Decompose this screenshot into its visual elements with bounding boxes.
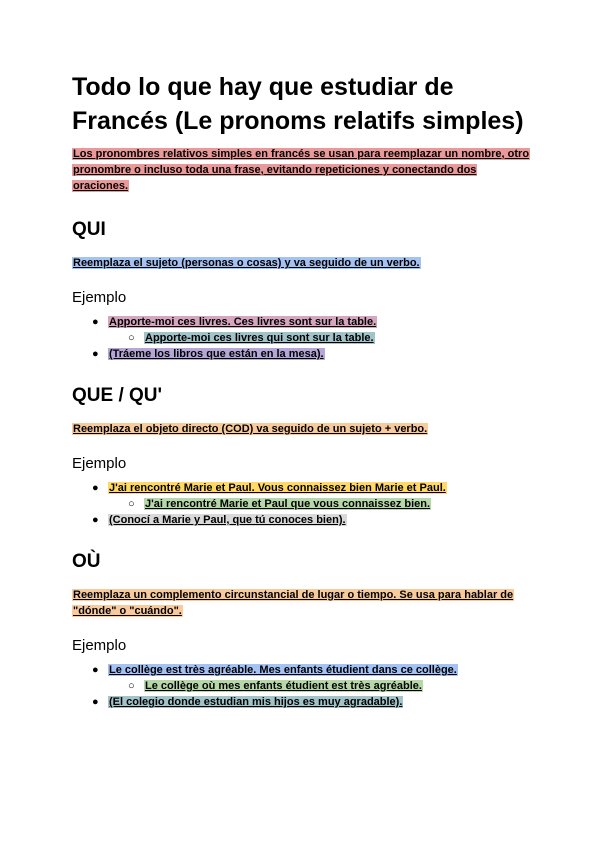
section-heading-ou: OÙ (72, 551, 101, 572)
hollow-bullet-icon: ○ (128, 332, 135, 344)
page-title: Todo lo que hay que estudiar de Francés (Le pronoms relatifs simples) (72, 73, 524, 135)
document-page (72, 70, 532, 710)
section-description-qui: Reemplaza el sujeto (personas o cosas) y va seguido de un verbo. (73, 257, 420, 269)
section-description-ou: Reemplaza un complemento circunstancial de lugar o tiempo. Se usa para hablar de "dónde" o "cuándo". (73, 589, 514, 617)
list-item: ● Le collège est très agréable. Mes enfants étudient dans ce collège. (92, 664, 457, 676)
list-item: ● (Tráeme los libros que están en la mesa). (92, 348, 324, 360)
example-heading-que: Ejemplo (72, 455, 127, 472)
section-heading-que: QUE / QU' (72, 385, 163, 406)
section-description-que: Reemplaza el objeto directo (COD) va seguido de un sujeto + verbo. (73, 423, 428, 435)
intro-paragraph (72, 146, 532, 194)
list-item: ● (Conocí a Marie y Paul, que tú conoces bien). (92, 514, 346, 526)
bullet-icon: ● (92, 664, 99, 676)
example-list-que (72, 480, 532, 528)
list-item: ○ Le collège où mes enfants étudient est très agréable. (128, 680, 422, 692)
bullet-icon: ● (92, 696, 99, 708)
example-list-ou (72, 662, 532, 710)
list-item: ○ Apporte-moi ces livres qui sont sur la table. (128, 332, 374, 344)
list-item: ● Apporte-moi ces livres. Ces livres sont sur la table. (92, 316, 377, 328)
example-list-qui (72, 314, 532, 362)
bullet-icon: ● (92, 482, 99, 494)
list-item: ○ J'ai rencontré Marie et Paul que vous connaissez bien. (128, 498, 431, 510)
bullet-icon: ● (92, 514, 99, 526)
list-item: ● J'ai rencontré Marie et Paul. Vous connaissez bien Marie et Paul. (92, 482, 446, 494)
hollow-bullet-icon: ○ (128, 680, 135, 692)
example-heading-ou: Ejemplo (72, 637, 127, 654)
intro-text: Los pronombres relativos simples en francés se usan para reemplazar un nombre, otro pronombre o incluso toda una frase, evitando repeticiones y conectando dos oraciones. (73, 148, 530, 192)
bullet-icon: ● (92, 348, 99, 360)
example-heading-qui: Ejemplo (72, 289, 127, 306)
section-heading-qui: QUI (72, 219, 106, 240)
bullet-icon: ● (92, 316, 99, 328)
list-item: ● (El colegio donde estudian mis hijos es muy agradable). (92, 696, 403, 708)
hollow-bullet-icon: ○ (128, 498, 135, 510)
